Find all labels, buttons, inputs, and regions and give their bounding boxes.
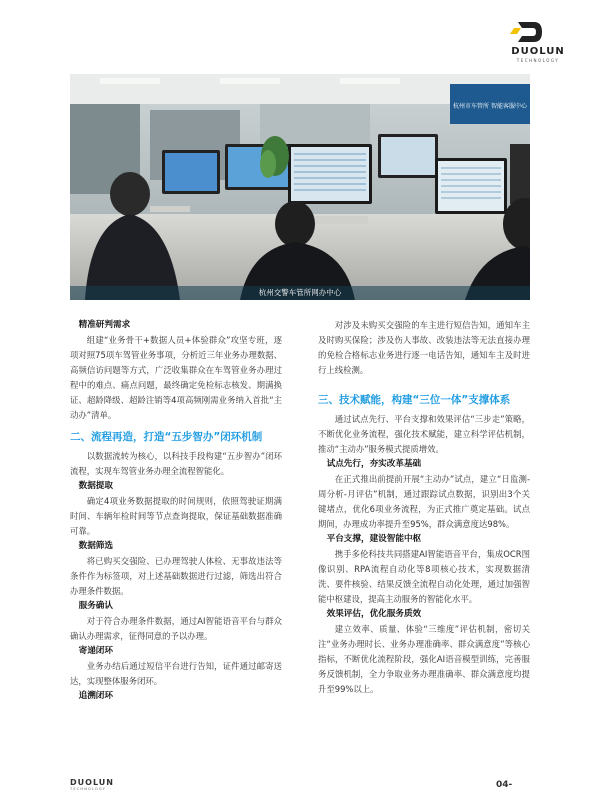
- subsection-title: 服务确认: [78, 601, 113, 611]
- paragraph: 以数据流转为核心，以科技手段构建“五步智办”闭环流程，实现车驾管业务办理全流程智能化。: [70, 451, 282, 476]
- photo-caption: 杭州交警车管所网办中心: [70, 286, 530, 300]
- paragraph: 将已购买交强险、已办理驾驶人体检、无事故违法等条件作为标签项，对上述基础数据进行过滤，筛选出符合办理条件数据。: [70, 556, 282, 596]
- subsection-title: 试点先行，夯实改革基础: [326, 459, 422, 469]
- paragraph: 组建“业务骨干+数据人员+体验群众”攻坚专班，逐项对照75项车驾管业务事项，分析近三年业务办理数据、高频信访问题等方式，广泛收集群众在车驾管业务办理过程中的难点、痛点问题，最终确定免检标志核发、期满换证、超龄降级、超龄注销等4项高频刚需业务纳入首批“主动办”清单。: [70, 335, 282, 420]
- footer-tagline: TECHNOLOGY: [70, 787, 107, 791]
- paragraph: 对涉及未购买交强险的车主进行短信告知，通知车主及时购买保险；涉及伤人事故、改装违法等无法直接办理的免检合格标志业务进行逐一电话告知，通知车主及时进行上线检测。: [318, 320, 530, 375]
- footer-wordmark: DUOLUN: [70, 778, 114, 787]
- page-number: 04-: [496, 780, 513, 790]
- left-column: [70, 318, 282, 704]
- subsection-title: 平台支撑，建设智能中枢: [326, 534, 422, 544]
- subsection-title: 数据筛选: [78, 541, 113, 551]
- paragraph: 通过试点先行、平台支撑和效果评估“三步走”策略，不断优化业务流程，强化技术赋能，建立科学评估机制，推动“主动办”服务模式提质增效。: [318, 414, 530, 454]
- wall-banner-text: 杭州市车管所 智能客服中心: [453, 103, 527, 110]
- right-column: [318, 318, 530, 697]
- brand-logo: [488, 20, 588, 66]
- paragraph: 在正式推出前提前开展“主动办”试点，建立“日监测-周分析-月评估”机制，通过跟踪试点数据，识别出3个关键堵点，优化6项业务流程，为正式推广奠定基础。试点期间，办理成功率提升至95%，群众满意度达98%。: [318, 474, 530, 529]
- paragraph: 确定4项业务数据提取的时间规则，依照驾驶证期满时间、车辆年检时间等节点查询提取，保证基础数据准确可靠。: [70, 496, 282, 536]
- section-title: 精准研判需求: [78, 320, 131, 330]
- subsection-title: 寄递闭环: [78, 646, 113, 656]
- paragraph: 携手多伦科技共同搭建AI智能语音平台，集成OCR图像识别、RPA流程自动化等8项核心技术，实现数据清洗、要件核验、结果反馈全流程自动化处理，通过加强智能中枢建设，提高主动服务的智能化水平。: [318, 549, 530, 604]
- footer-logo: [70, 778, 130, 792]
- section-heading: 三、技术赋能，构建“三位一体”支撑体系: [318, 394, 511, 406]
- logo-tagline: TECHNOLOGY: [516, 58, 560, 63]
- logo-wordmark: DUOLUN: [511, 46, 565, 57]
- office-photo: [70, 74, 530, 300]
- paragraph: 建立效率、质量、体验“三维度”评估机制，密切关注“业务办理时长、业务办理准确率、群众满意度”等核心指标，不断优化流程阶段，强化AI语音模型训练，完善服务反馈机制，全力争取业务办理准确率、群众满意度均提升至99%以上。: [318, 624, 530, 694]
- paragraph: 对于符合办理条件数据，通过AI智能语音平台与群众确认办理需求，征得同意的予以办理。: [70, 616, 282, 641]
- subsection-title: 效果评估，优化服务质效: [326, 609, 422, 619]
- subsection-title: 数据提取: [78, 481, 113, 491]
- logo-mark-icon: [508, 20, 548, 44]
- subsection-title: 追溯闭环: [78, 691, 113, 701]
- paragraph: 业务办结后通过短信平台进行告知，证件通过邮寄送达，实现整体服务闭环。: [70, 661, 282, 686]
- section-heading: 二、流程再造，打造“五步智办”闭环机制: [70, 431, 263, 443]
